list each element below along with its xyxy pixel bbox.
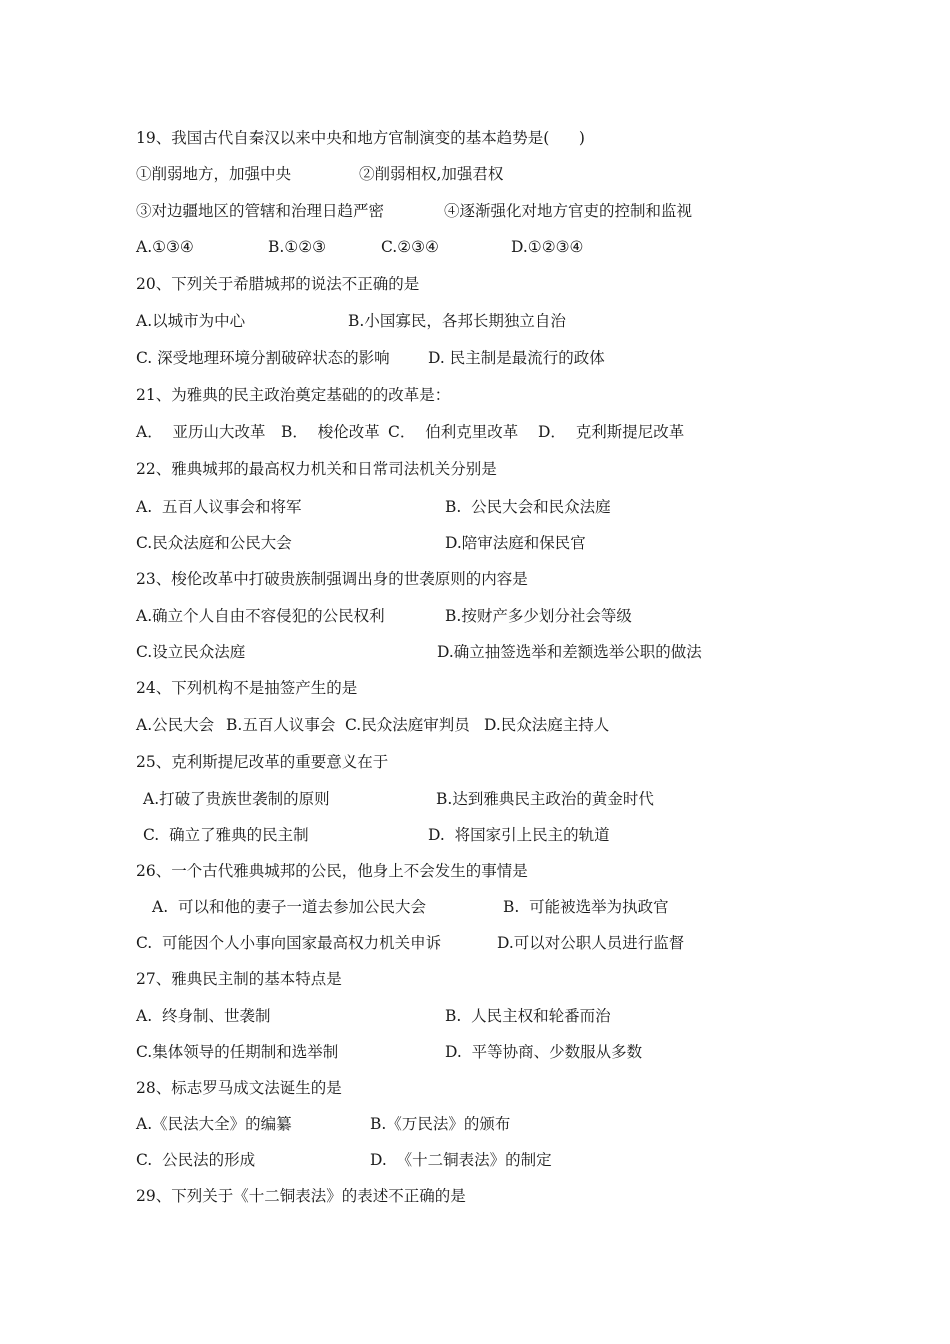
question-28-stem: 28、标志罗马成文法诞生的是 [136,1079,342,1097]
question-24-option-a: A.公民大会 [136,716,215,734]
question-23-option-d: D.确立抽签选举和差额选举公职的做法 [437,643,702,661]
question-26-stem: 26、一个古代雅典城邦的公民，他身上不会发生的事情是 [136,862,528,880]
question-28-option-a: A.《民法大全》的编纂 [136,1115,292,1133]
question-28-option-b: B.《万民法》的颁布 [370,1115,511,1133]
question-20-option-a: A.以城市为中心 [136,312,246,330]
question-25-option-a: A.打破了贵族世袭制的原则 [143,790,330,808]
question-25-option-c: C. 确立了雅典的民主制 [143,826,309,844]
question-19-item-2: ②削弱相权,加强君权 [359,165,504,183]
question-19-option-b: B.①②③ [268,238,327,256]
question-21-option-d: D． 克利斯提尼改革 [538,423,685,441]
question-23-option-b: B.按财产多少划分社会等级 [445,607,632,625]
question-25-option-b: B.达到雅典民主政治的黄金时代 [436,790,654,808]
question-21-stem: 21、为雅典的民主政治奠定基础的的改革是： [136,386,451,404]
question-22-option-c: C.民众法庭和公民大会 [136,534,292,552]
question-27-option-c: C.集体领导的任期制和选举制 [136,1043,339,1061]
question-26-option-c: C. 可能因个人小事向国家最高权力机关申诉 [136,934,442,952]
question-26-option-d: D.可以对公职人员进行监督 [497,934,685,952]
question-27-option-b: B. 人民主权和轮番而治 [445,1007,611,1025]
question-20-option-d: D. 民主制是最流行的政体 [428,349,605,367]
question-19-option-d: D.①②③④ [511,238,584,256]
question-20-option-b: B.小国寡民，各邦长期独立自治 [348,312,566,330]
question-21-option-a: A． 亚历山大改革 [136,423,266,441]
question-24-option-b: B.五百人议事会 [226,716,336,734]
question-19-option-c: C.②③④ [381,238,439,256]
question-22-option-b: B. 公民大会和民众法庭 [445,498,611,516]
question-23-option-c: C.设立民众法庭 [136,643,246,661]
question-24-option-d: D.民众法庭主持人 [484,716,610,734]
question-23-option-a: A.确立个人自由不容侵犯的公民权利 [136,607,385,625]
question-20-stem: 20、下列关于希腊城邦的说法不正确的是 [136,275,420,293]
question-19-item-4: ④逐渐强化对地方官吏的控制和监视 [444,202,693,220]
question-26-option-b: B. 可能被选举为执政官 [503,898,669,916]
question-25-stem: 25、克利斯提尼改革的重要意义在于 [136,753,389,771]
question-19-item-3: ③对边疆地区的管辖和治理日趋严密 [136,202,385,220]
question-19-option-a: A.①③④ [136,238,194,256]
question-22-option-a: A. 五百人议事会和将军 [136,498,302,516]
question-25-option-d: D. 将国家引上民主的轨道 [428,826,610,844]
question-27-stem: 27、雅典民主制的基本特点是 [136,970,342,988]
question-19-item-1: ①削弱地方，加强中央 [136,165,292,183]
question-24-stem: 24、下列机构不是抽签产生的是 [136,679,358,697]
question-28-option-d: D. 《十二铜表法》的制定 [370,1151,552,1169]
question-27-option-a: A. 终身制、世袭制 [136,1007,271,1025]
question-21-option-b: B． 梭伦改革 [281,423,380,441]
question-24-option-c: C.民众法庭审判员 [345,716,470,734]
question-27-option-d: D. 平等协商、少数服从多数 [445,1043,643,1061]
question-22-stem: 22、雅典城邦的最高权力机关和日常司法机关分别是 [136,460,497,478]
question-21-option-c: C． 伯利克里改革 [388,423,519,441]
question-22-option-d: D.陪审法庭和保民官 [445,534,586,552]
question-26-option-a: A. 可以和他的妻子一道去参加公民大会 [152,898,426,916]
question-20-option-c: C. 深受地理环境分割破碎状态的影响 [136,349,390,367]
question-28-option-c: C. 公民法的形成 [136,1151,256,1169]
question-23-stem: 23、梭伦改革中打破贵族制强调出身的世袭原则的内容是 [136,570,528,588]
question-19-stem: 19、我国古代自秦汉以来中央和地方官制演变的基本趋势是( ) [136,129,585,147]
question-29-stem: 29、下列关于《十二铜表法》的表述不正确的是 [136,1187,466,1205]
